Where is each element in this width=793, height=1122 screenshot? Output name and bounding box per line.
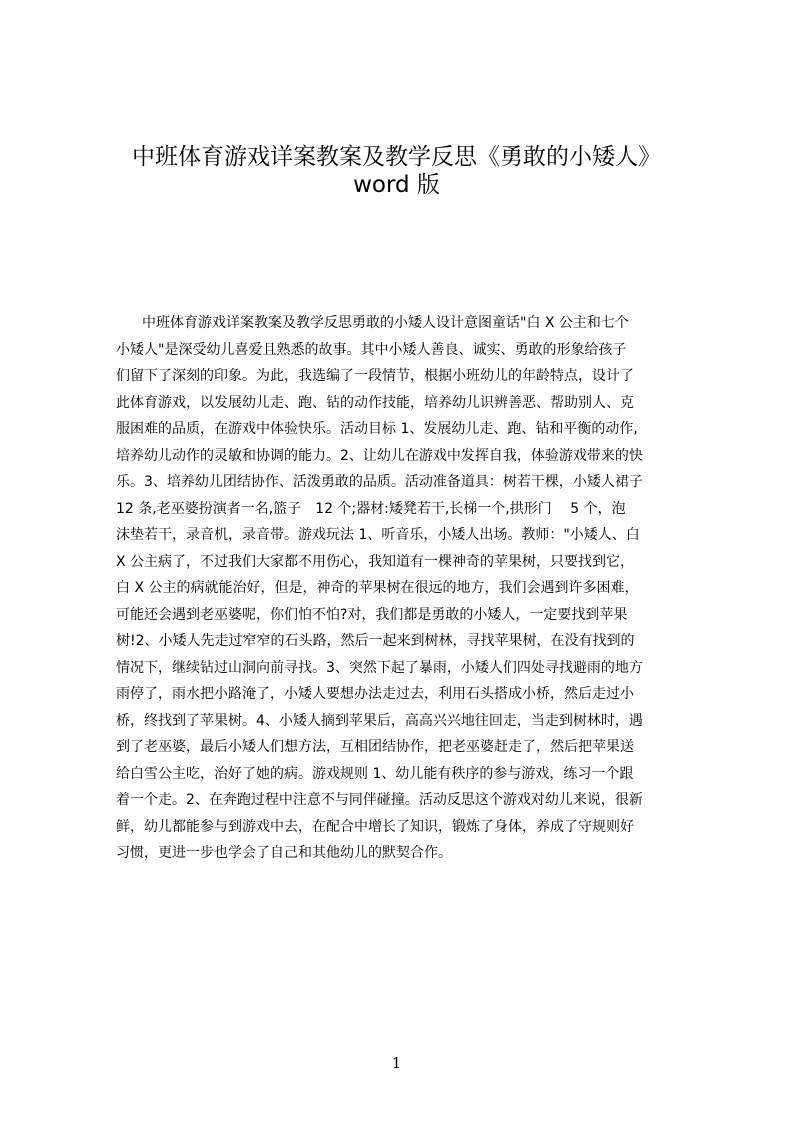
body-line: 到了老巫婆，最后小矮人们想方法，互相团结协作，把老巫婆赶走了，然后把苹果送 [116,739,634,755]
body-line: X 公主病了，不过我们大家都不用伤心，我知道有一棵神奇的苹果树，只要找到它， [116,553,635,570]
body-line: 习惯，更进一步也学会了自己和其他幼儿的默契合作。 [116,845,452,861]
document-title: 中班体育游戏详案教案及教学反思《勇敢的小矮人》 [132,144,661,170]
body-line: 树!2、小矮人先走过窄窄的石头路，然后一起来到树林，寻找苹果树，在没有找到的 [116,633,635,649]
page-number: 1 [391,1054,402,1072]
body-line: 服困难的品质，在游戏中体验快乐。活动目标 1、发展幼儿走、跑、钻和平衡的动作, [116,421,638,437]
body-line: 白 X 公主的病就能治好，但是，神奇的苹果树在很远的地方，我们会遇到许多困难， [116,580,639,596]
body-line: 12 条,老巫婆扮演者一名,篮子 12 个;器材:矮凳若干,长梯一个,拱形门 5 个，泡 [116,500,626,517]
body-line: 着一个走。2、在奔跑过程中注意不与同伴碰撞。活动反思这个游戏对幼儿来说，很新 [116,792,643,808]
body-line: 们留下了深刻的印象。为此，我选编了一段情节，根据小班幼儿的年龄特点，设计了 [116,368,634,384]
body-line: 此体育游戏，以发展幼儿走、跑、钻的动作技能，培养幼儿识辨善恶、帮助别人、克 [116,394,634,411]
body-line: 雨停了，雨水把小路淹了，小矮人要想办法走过去，利用石头搭成小桥，然后走过小 [116,686,634,702]
body-text [116,310,698,890]
body-line: 鲜，幼儿都能参与到游戏中去，在配合中增长了知识，锻炼了身体，养成了守规则好 [116,818,634,835]
body-line: 中班体育游戏详案教案及教学反思勇敢的小矮人设计意图童话"白 X 公主和七个 [142,315,629,331]
body-line: 培养幼儿动作的灵敏和协调的能力。2、让幼儿在游戏中发挥自我，体验游戏带来的快 [116,447,643,464]
document-title-format: word 版 [353,172,440,198]
body-line: 桥，终找到了苹果树。4、小矮人摘到苹果后，高高兴兴地往回走，当走到树林时，遇 [116,712,643,729]
body-line: 沫垫若干，录音机，录音带。游戏玩法 1、听音乐，小矮人出场。教师："小矮人、白 [116,527,640,543]
body-line: 乐。3、培养幼儿团结协作、活泼勇敢的品质。活动准备道具：树若干棵，小矮人裙子 [116,474,643,490]
body-line: 给白雪公主吃，治好了她的病。游戏规则 1、幼儿能有秩序的参与游戏，练习一个跟 [116,765,634,782]
body-line: 可能还会遇到老巫婆呢，你们怕不怕?对，我们都是勇敢的小矮人，一定要找到苹果 [116,606,628,623]
body-line: 情况下，继续钻过山洞向前寻找。3、突然下起了暴雨，小矮人们四处寻找避雨的地方 [116,659,643,676]
body-line: 小矮人"是深受幼儿喜爱且熟悉的故事。其中小矮人善良、诚实、勇敢的形象给孩子 [116,341,627,358]
